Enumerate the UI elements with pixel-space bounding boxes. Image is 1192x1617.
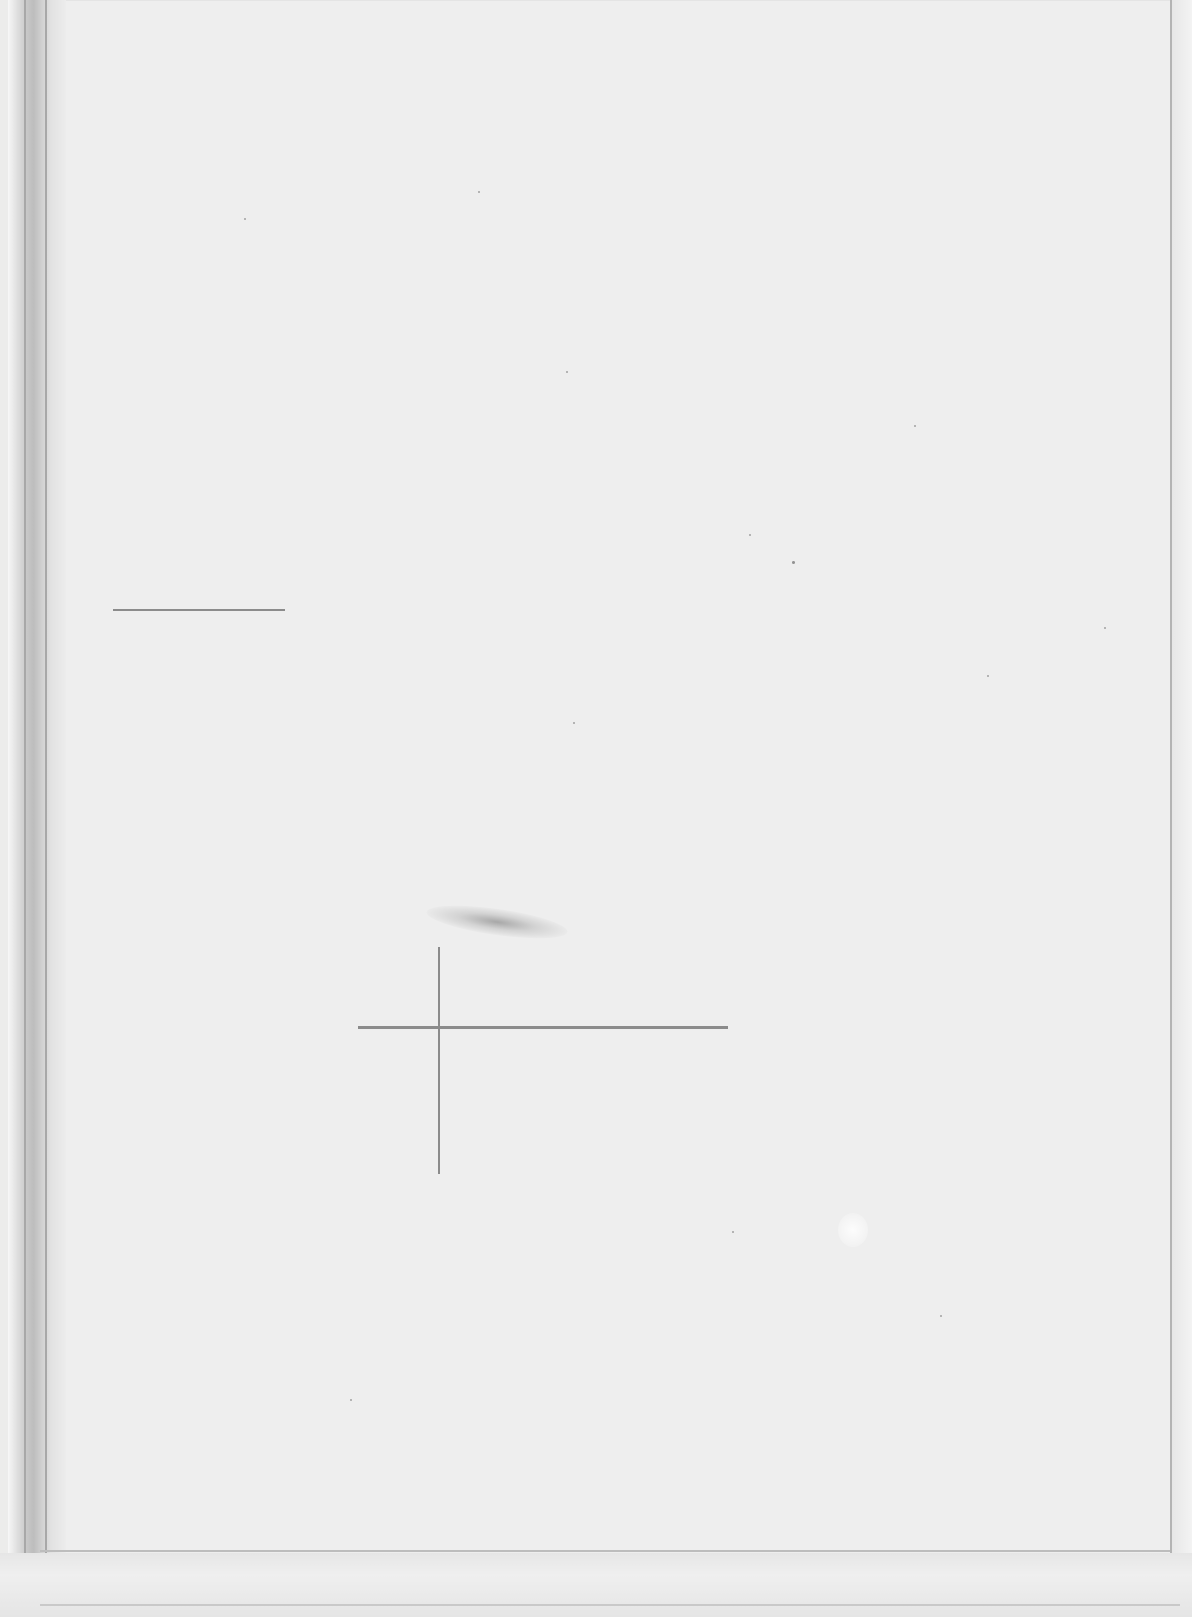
right-page-shadow [1172,0,1192,1617]
speck [478,191,480,193]
spine-line-right [45,0,47,1617]
speck [566,371,568,373]
speck [732,1231,734,1233]
book-spine [8,0,66,1617]
speck [987,675,989,677]
bottom-page-edge-secondary [40,1604,1180,1606]
vertical-mark [438,947,440,1174]
bottom-page-edge [40,1550,1170,1552]
speck [1104,627,1106,629]
speck [914,425,916,427]
speck [749,534,751,536]
spine-line-left [24,0,26,1617]
speck [244,218,246,220]
horizontal-mark-long [358,1026,728,1029]
right-page-edge [1170,0,1172,1617]
speck [792,561,795,564]
horizontal-mark-short [113,609,285,611]
paper-stain [838,1213,868,1247]
paper-sheet [44,0,1174,1555]
speck [940,1315,942,1317]
speck [573,722,575,724]
bottom-page-strip [0,1553,1192,1617]
speck [350,1399,352,1401]
